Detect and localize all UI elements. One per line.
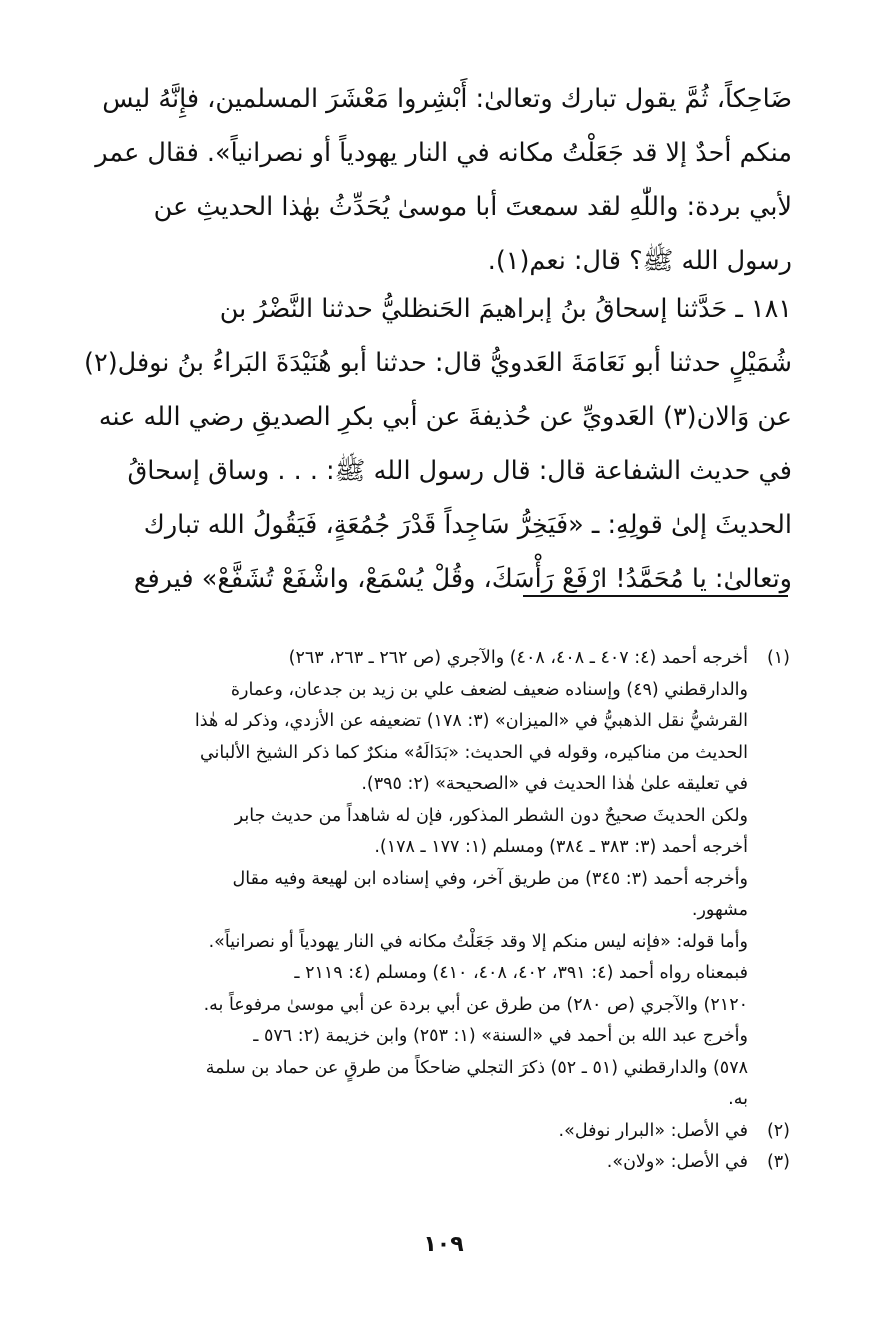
footnote-line: ٢١٢٠) والآجري (ص ٢٨٠) من طرق عن أبي بردة عن أبي موسىٰ مرفوعاً به. [203,994,748,1015]
footnote-line: وأخرج عبد الله بن أحمد في «السنة» (١: ٢٥٣) وابن خزيمة (٢: ٥٧٦ ـ [253,1026,748,1046]
text-line: وتعالىٰ: يا مُحَمَّدُ! ارْفَعْ رَأْسَكَ، وقُلْ يُسْمَعْ، واشْفَعْ تُشَفَّعْ» فيرفع [133,564,792,594]
footnote-3 [97,1147,790,1179]
footnote-separator-rule [523,595,788,597]
footnote-line: مشهور. [691,900,748,920]
footnote-line: في الأصل: «ولان». [606,1152,748,1172]
footnote-line: به. [728,1089,748,1109]
text-line: في حديث الشفاعة قال: قال رسول الله ﷺ: . . . وساق إسحاقُ [127,456,792,486]
footnote-line: ولكن الحديثَ صحيحٌ دون الشطر المذكور، فإن له شاهداً من حديث جابر [234,805,748,826]
footnote-2 [97,1116,790,1148]
text-line: منكم أحدٌ إلا قد جَعَلْتُ مكانه في النار يهودياً أو نصرانياً». فقال عمر [95,138,792,168]
footnote-line: القرشيُّ نقل الذهبيُّ في «الميزان» (٣: ١٧٨) تضعيفه عن الأزدي، وذكر له هٰذا [194,711,748,731]
footnote-body [97,1116,748,1148]
text-line: رسول الله ﷺ؟ قال: نعم(١). [487,246,792,276]
footnote-line: الحديث من مناكيره، وقوله في الحديث: «بَدَالَهُ» منكرٌ كما ذكر الشيخ الألباني [199,742,748,763]
main-paragraph-2 [84,282,792,606]
footnote-line: أخرجه أحمد (٤: ٤٠٧ ـ ٤٠٨، ٤٠٨) والآجري (ص ٢٦٢ ـ ٢٦٣، ٢٦٣) [288,648,748,668]
footnote-line: في الأصل: «البرار نوفل». [558,1120,748,1141]
text-line: الحديثَ إلىٰ قولِهِ: ـ «فَيَخِرُّ سَاجِداً قَدْرَ جُمُعَةٍ، فَيَقُولُ الله تبارك [143,510,792,540]
footnote-line: أخرجه أحمد (٣: ٣٨٣ ـ ٣٨٤) ومسلم (١: ١٧٧ ـ ١٧٨). [374,837,748,857]
footnotes [97,643,790,1179]
footnote-number: (٣) [766,1152,790,1172]
footnote-line: في تعليقه علىٰ هٰذا الحديث في «الصحيحة» (٢: ٣٩٥). [361,774,748,794]
main-paragraph-1 [97,72,792,288]
footnote-number: (٢) [766,1120,790,1141]
text-line: ١٨١ ـ حَدَّثنا إسحاقُ بنُ إبراهيمَ الحَنظليُّ حدثنا النَّضْرُ بن [219,294,792,324]
footnote-line: فبمعناه رواه أحمد (٤: ٣٩١، ٤٠٢، ٤٠٨، ٤١٠) ومسلم (٤: ٢١١٩ ـ [294,963,748,983]
footnote-line: والدارقطني (٤٩) وإسناده ضعيف لضعف علي بن زيد بن جدعان، وعمارة [230,679,748,700]
text-line: عن وَالان(٣) العَدويِّ عن حُذيفةَ عن أبي بكرِ الصديقِ رضي الله عنه [98,402,792,432]
footnote-body [97,643,748,1116]
footnote-line: ٥٧٨) والدارقطني (٥١ ـ ٥٢) ذكرَ التجلي ضاحكاً من طرقٍ عن حماد بن سلمة [205,1057,748,1078]
footnote-line: وأما قوله: «فإنه ليس منكم إلا وقد جَعَلْتُ مكانه في النار يهودياً أو نصرانياً». [208,931,748,952]
text-line: شُمَيْلٍ حدثنا أبو نَعَامَةَ العَدويُّ قال: حدثنا أبو هُنَيْدَةَ البَراءُ بنُ نوفل(٢) [84,348,792,378]
footnote-line: وأخرجه أحمد (٣: ٣٤٥) من طريق آخر، وفي إسناده ابن لهيعة وفيه مقال [232,868,748,889]
footnote-number: (١) [766,648,790,668]
footnote-1 [97,643,790,1116]
text-line: ضَاحِكاً، ثُمَّ يقول تبارك وتعالىٰ: أَبْشِروا مَعْشَرَ المسلمين، فإِنَّهُ ليس [102,84,792,114]
footnote-body [97,1147,748,1179]
text-line: لأبي بردة: واللّٰهِ لقد سمعتَ أبا موسىٰ يُحَدِّثُ بهٰذا الحديثِ عن [153,192,792,222]
page-number: ١٠٩ [423,1232,464,1257]
